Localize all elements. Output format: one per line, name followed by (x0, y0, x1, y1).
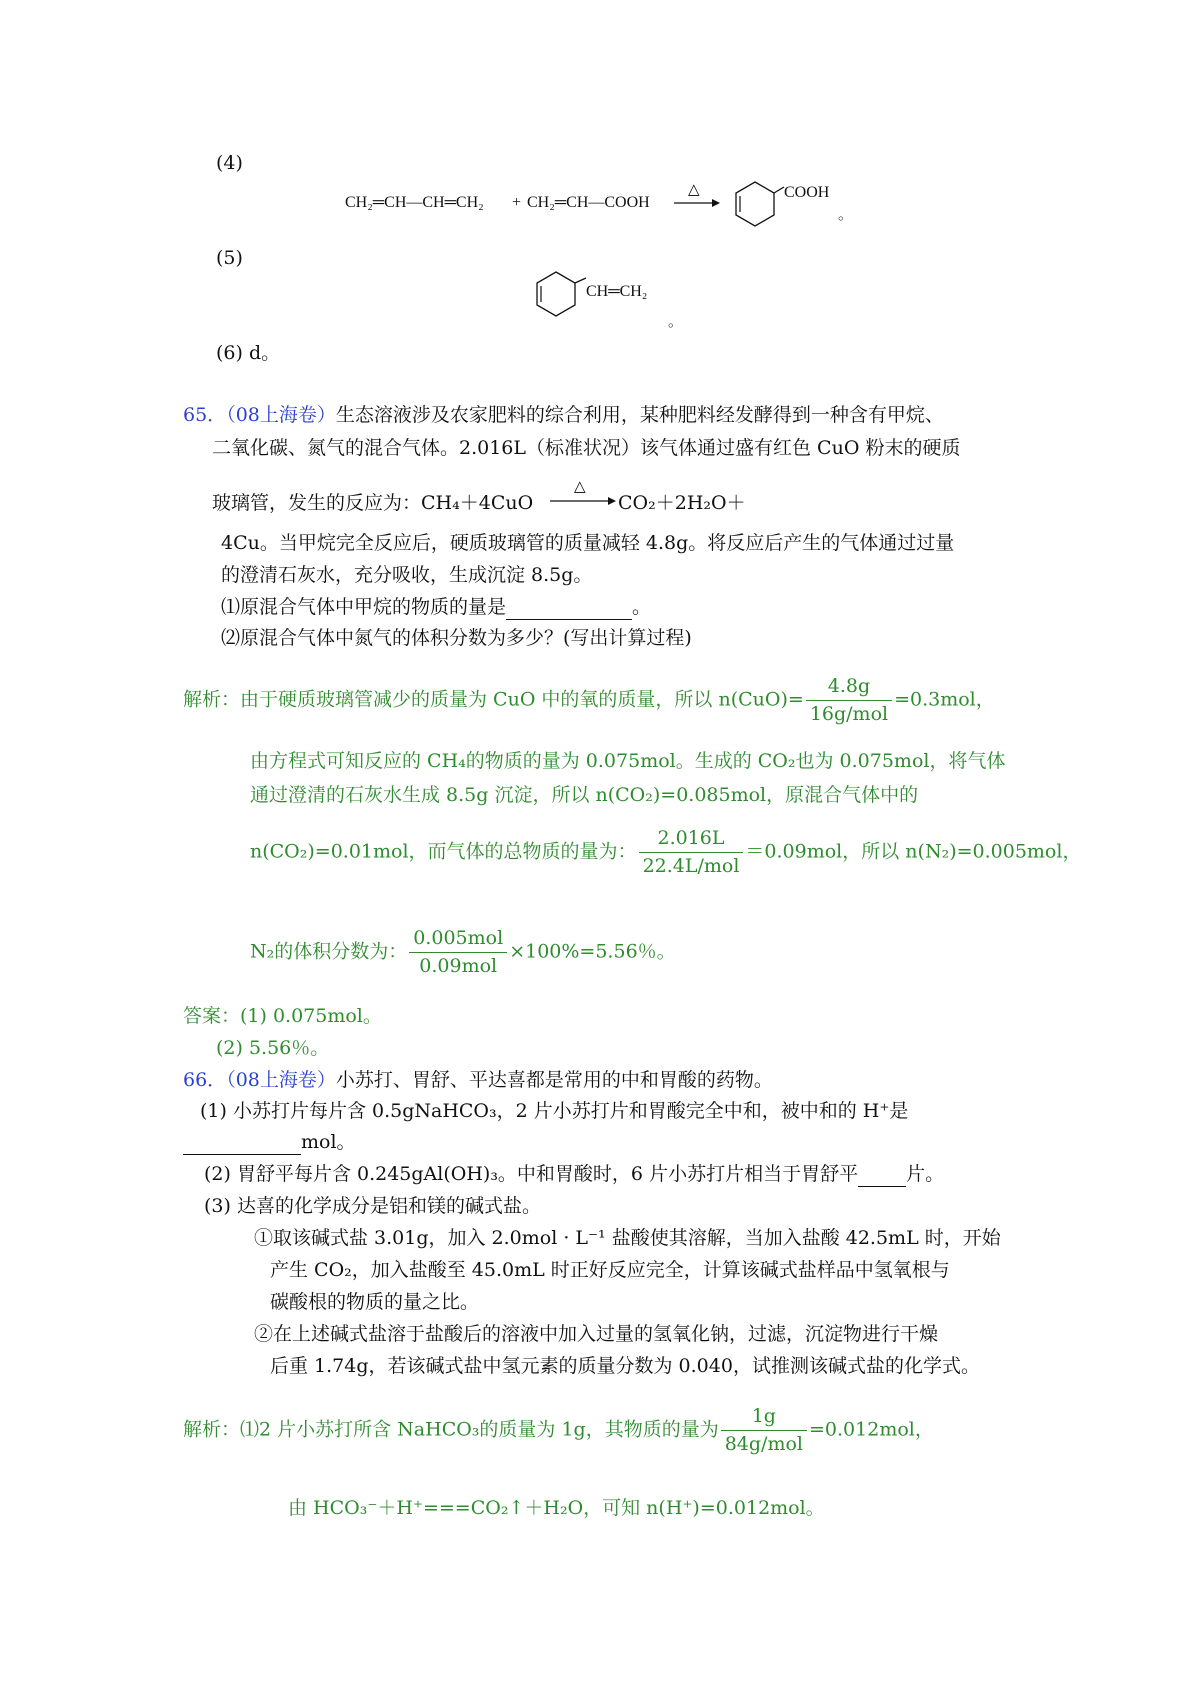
reaction-4-plus: + (512, 194, 522, 211)
q66-part-2-blank[interactable] (858, 1163, 906, 1187)
q66-part-1-line-2 (183, 1131, 356, 1155)
a66-line-1-result: =0.012mol， (809, 1418, 934, 1441)
a66-fraction (721, 1405, 807, 1456)
q65-line-1 (183, 404, 944, 427)
q65-part-1-blank[interactable] (506, 596, 632, 620)
q65-part-1-end: 。 (632, 596, 652, 618)
a65-line-4-result: ＝0.09mol，所以 n(N₂)=0.005mol， (745, 840, 1082, 863)
a65-line-4 (250, 827, 1081, 878)
a65-fraction-1-top: 4.8g (806, 675, 892, 701)
q66-sub-1-line-3: 碳酸根的物质的量之比。 (270, 1291, 480, 1313)
q65-line-3b: CO₂＋2H₂O＋ (618, 492, 746, 514)
q66-part-1-end: mol。 (301, 1131, 356, 1153)
reaction-5-period: 。 (668, 312, 684, 330)
reaction-4-heat: △ (688, 182, 700, 198)
a65-line-3: 通过澄清的石灰水生成 8.5g 沉淀，所以 n(CO₂)=0.085mol，原混合气体中的 (250, 784, 919, 806)
reaction-5-group: CH═CH₂ (586, 283, 648, 300)
q65-text-1: 生态溶液涉及农家肥料的综合利用，某种肥料经发酵得到一种含有甲烷、 (335, 404, 944, 426)
a65-fraction-1-bottom: 16g/mol (809, 702, 889, 725)
a65-line-1 (183, 675, 995, 726)
q66-part-3: (3) 达喜的化学成分是铝和镁的碱式盐。 (204, 1195, 541, 1217)
a65-line-2: 由方程式可知反应的 CH₄的物质的量为 0.075mol。生成的 CO₂也为 0.075mol，将气体 (250, 750, 1006, 772)
q66-sub-1-line-2: 产生 CO₂，加入盐酸至 45.0mL 时正好反应完全，计算该碱式盐样品中氢氧根与 (270, 1259, 950, 1281)
q65-line-3a: 玻璃管，发生的反应为：CH₄＋4CuO (212, 492, 534, 514)
a66-line-2: 由 HCO₃⁻＋H⁺===CO₂↑＋H₂O，可知 n(H⁺)=0.012mol。 (288, 1497, 825, 1519)
a66-fraction-bottom: 84g/mol (724, 1432, 803, 1455)
a65-line-5 (250, 927, 676, 978)
a65-fraction-3-top: 0.005mol (409, 927, 507, 953)
q66-part-2 (204, 1163, 944, 1187)
item-5-label: (5) (216, 247, 243, 269)
a65-fraction-3 (409, 927, 507, 978)
a65-answer-2: (2) 5.56％。 (216, 1037, 330, 1059)
a66-fraction-top: 1g (721, 1405, 807, 1431)
q65-line-5: 的澄清石灰水，充分吸收，生成沉淀 8.5g。 (221, 564, 593, 586)
a65-line-5-result: ×100%=5.56％。 (509, 940, 676, 963)
q66-sub-2-line-2: 后重 1.74g，若该碱式盐中氢元素的质量分数为 0.040，试推测该碱式盐的化学式。 (270, 1355, 980, 1377)
q66-part-1-line-1: (1) 小苏打片每片含 0.5gNaHCO₃，2 片小苏打片和胃酸完全中和，被中和的 H⁺是 (200, 1100, 909, 1122)
q66-source: （08上海卷） (226, 1069, 336, 1091)
a65-fraction-2-bottom: 22.4L/mol (642, 854, 740, 877)
reaction-4-arrow (672, 178, 720, 214)
q66-number: 66． (183, 1069, 227, 1091)
a65-answer-1: 答案：(1) 0.075mol。 (183, 1005, 382, 1027)
a66-line-1-text: 解析：⑴2 片小苏打所含 NaHCO₃的质量为 1g，其物质的量为 (183, 1418, 719, 1441)
q66-line-1 (183, 1069, 773, 1092)
reaction-4-period: 。 (838, 205, 854, 223)
a65-fraction-2-top: 2.016L (639, 827, 744, 853)
a65-fraction-1 (806, 675, 892, 726)
q65-source: （08上海卷） (226, 404, 336, 426)
q65-heat: △ (574, 479, 586, 495)
q65-part-1 (221, 596, 651, 620)
q65-reaction-arrow (548, 476, 616, 510)
a65-fraction-3-bottom: 0.09mol (419, 954, 498, 977)
a65-line-1-result: =0.3mol， (894, 688, 995, 711)
q65-line-2: 二氧化碳、氮气的混合气体。2.016L（标准状况）该气体通过盛有红色 CuO 粉末的硬质 (212, 437, 961, 459)
a65-line-5-text: N₂的体积分数为： (250, 940, 408, 963)
item-4-label: (4) (216, 152, 243, 174)
q65-part-1-text: ⑴原混合气体中甲烷的物质的量是 (221, 596, 507, 618)
reaction-4-diene: CH₂═CH—CH═CH₂ (345, 194, 484, 211)
q66-part-2-text: (2) 胃舒平每片含 0.245gAl(OH)₃。中和胃酸时，6 片小苏打片相当于胃舒平 (204, 1163, 859, 1185)
reaction-4-product-group: COOH (784, 184, 830, 201)
q66-part-2-end: 片。 (906, 1163, 945, 1185)
a65-fraction-2 (639, 827, 744, 878)
reaction-4-acid: CH₂═CH—COOH (527, 194, 650, 211)
q66-sub-1-line-1: ①取该碱式盐 3.01g，加入 2.0mol · L⁻¹ 盐酸使其溶解，当加入盐酸 42.5mL 时，开始 (254, 1227, 1001, 1249)
q65-part-2: ⑵原混合气体中氮气的体积分数为多少？(写出计算过程) (221, 627, 692, 649)
q66-part-1-blank[interactable] (183, 1131, 301, 1155)
a66-line-1 (183, 1405, 934, 1456)
item-6-answer: (6) d。 (216, 342, 281, 364)
q65-line-4: 4Cu。当甲烷完全反应后，硬质玻璃管的质量减轻 4.8g。将反应后产生的气体通过过量 (221, 532, 955, 554)
q66-sub-2-line-1: ②在上述碱式盐溶于盐酸后的溶液中加入过量的氢氧化钠，过滤，沉淀物进行干燥 (254, 1323, 939, 1345)
a65-line-4-text: n(CO₂)=0.01mol，而气体的总物质的量为： (250, 840, 637, 863)
a65-line-1-text: 解析：由于硬质玻璃管减少的质量为 CuO 中的氧的质量，所以 n(CuO)= (183, 688, 804, 711)
q66-text-1: 小苏打、胃舒、平达喜都是常用的中和胃酸的药物。 (335, 1069, 773, 1091)
q65-number: 65． (183, 404, 227, 426)
